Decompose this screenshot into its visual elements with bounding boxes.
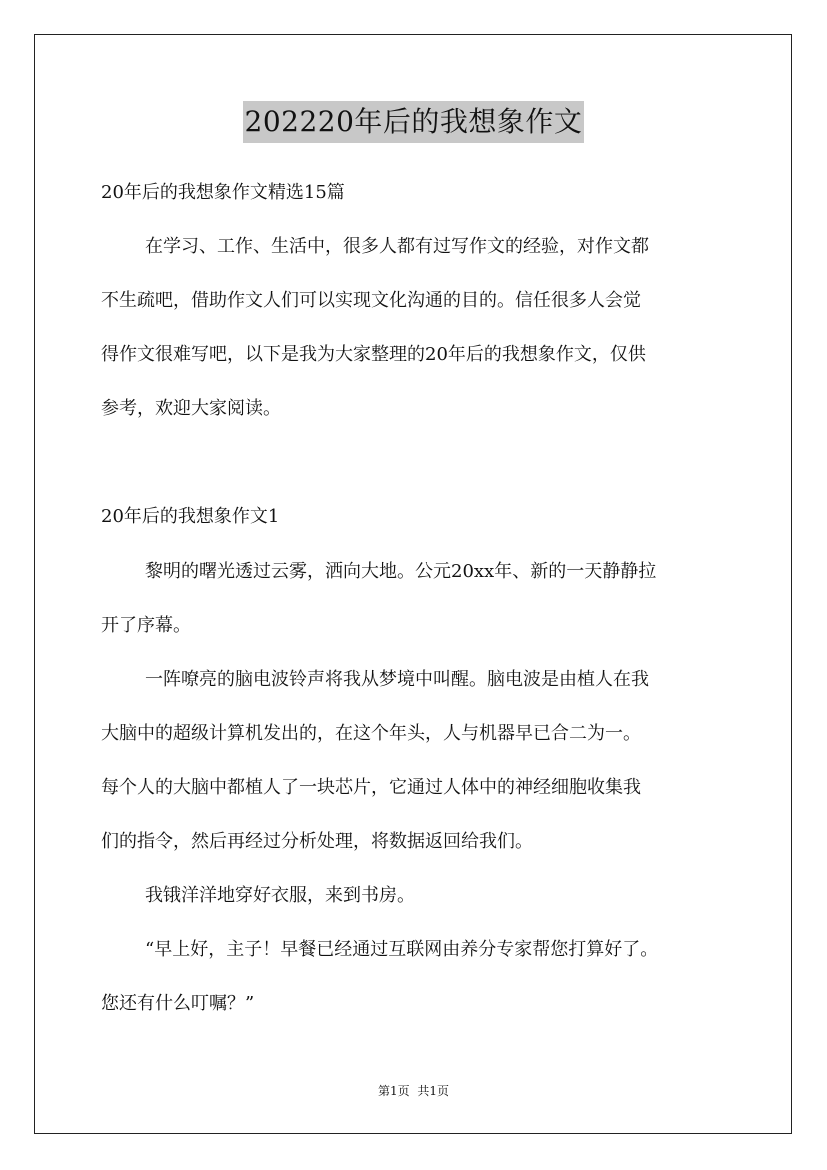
body-line: “早上好，主子！早餐已经通过互联网由养分专家帮您打算好了。 (145, 939, 659, 960)
body-line: 得作文很难写吧，以下是我为大家整理的20年后的我想象作文，仅供 (101, 344, 646, 365)
page-footer (0, 1082, 827, 1100)
title-container (0, 101, 827, 143)
page-number: 第1页 (377, 1084, 410, 1098)
body-line: 我锇洋洋地穿好衣服，来到书房。 (145, 885, 415, 906)
body-line: 们的指令，然后再经过分析处理，将数据返回给我们。 (101, 831, 533, 852)
body-line: 大脑中的超级计算机发出的，在这个年头，人与机器早已合二为一。 (101, 723, 641, 744)
document-title: 202220年后的我想象作文 (243, 101, 585, 143)
body-line: 不生疏吧，借助作文人们可以实现文化沟通的目的。信任很多人会觉 (101, 290, 641, 311)
body-line: 开了序幕。 (101, 615, 191, 636)
page-total: 共1页 (417, 1084, 450, 1098)
body-line: 您还有什么叮嘱？” (101, 993, 255, 1014)
subtitle-line: 20年后的我想象作文精选15篇 (101, 182, 345, 203)
body-line: 黎明的曙光透过云雾，洒向大地。公元20xx年、新的一天静静拉 (145, 561, 657, 582)
body-line: 一阵嘹亮的脑电波铃声将我从梦境中叫醒。脑电波是由植人在我 (145, 669, 649, 690)
body-line: 每个人的大脑中都植人了一块芯片，它通过人体中的神经细胞收集我 (101, 777, 641, 798)
body-line: 在学习、工作、生活中，很多人都有过写作文的经验，对作文都 (145, 236, 649, 257)
body-line: 参考，欢迎大家阅读。 (101, 398, 281, 419)
section-heading: 20年后的我想象作文1 (101, 506, 280, 527)
